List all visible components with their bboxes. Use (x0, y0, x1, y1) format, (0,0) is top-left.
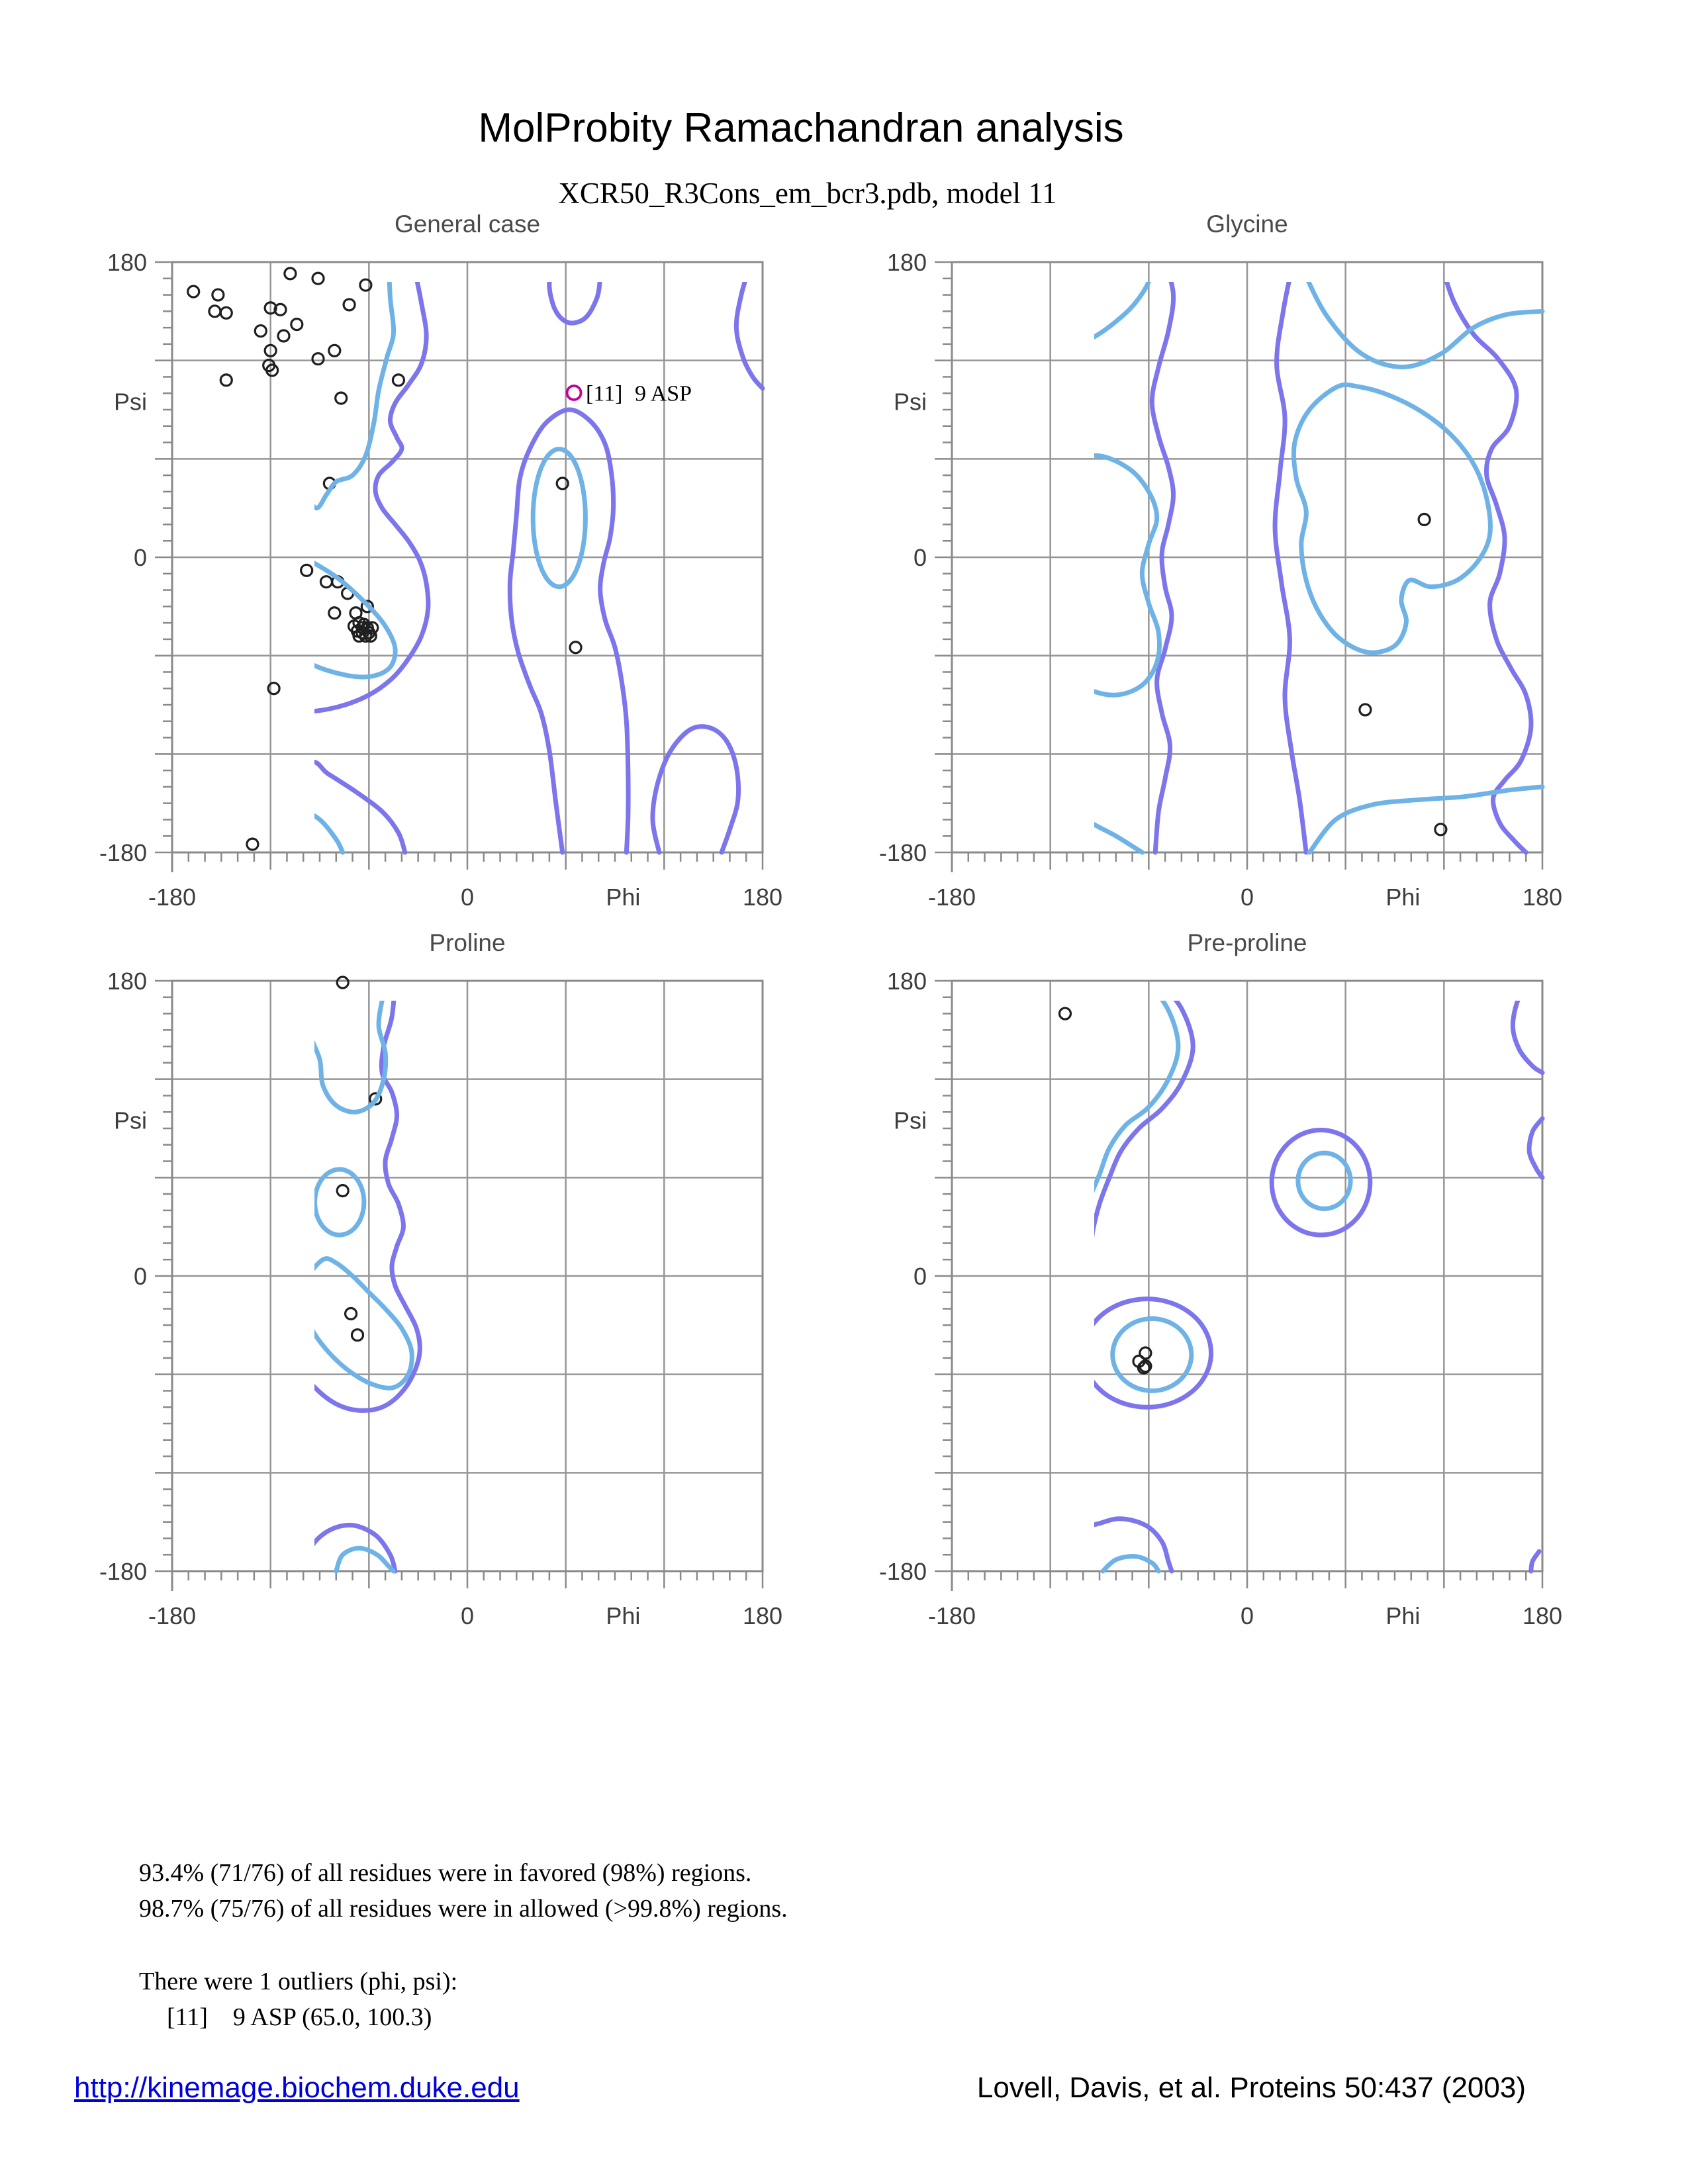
contour-allowed (510, 410, 628, 852)
contour-favored (968, 981, 1178, 1272)
residue-point (247, 839, 258, 850)
x-tick-label: -180 (148, 884, 197, 911)
grid-lines (172, 262, 763, 852)
contour-allowed (1272, 1130, 1370, 1235)
y-tick-label: 180 (886, 249, 927, 276)
page-subtitle: XCR50_R3Cons_em_bcr3.pdb, model 11 (558, 177, 1057, 210)
x-tick-label: 0 (1240, 884, 1254, 911)
x-tick-label: 180 (742, 884, 783, 911)
residue-point (312, 273, 324, 284)
contour-favored (992, 455, 1159, 695)
contour-allowed (952, 371, 1017, 480)
contour-allowed (653, 727, 739, 852)
x-tick-label: 0 (1240, 1602, 1254, 1629)
contour-favored (179, 262, 394, 508)
y-tick-label: 180 (107, 968, 147, 995)
residue-points (337, 977, 381, 1341)
stats-outlier-header: There were 1 outliers (phi, psi): (139, 1968, 458, 1995)
stats-outlier-entry: [11] 9 ASP (65.0, 100.3) (167, 2003, 432, 2031)
contour-favored (336, 1548, 394, 1571)
plot-general-case (30, 242, 792, 958)
plot-area (99, 968, 782, 1629)
axis-labels (99, 968, 782, 1629)
y-tick-label: -180 (99, 1558, 147, 1585)
y-tick-label: -180 (99, 839, 147, 866)
residue-point (278, 330, 289, 341)
contour-favored (1298, 1153, 1350, 1208)
residue-point (1360, 704, 1371, 715)
plot-area (99, 249, 782, 911)
axis-ticks (935, 262, 1542, 870)
contour-favored (315, 1169, 364, 1235)
x-tick-label: -180 (927, 884, 976, 911)
y-axis-name: Psi (113, 1107, 147, 1134)
residue-point (220, 375, 232, 386)
x-axis-name: Phi (1385, 1602, 1421, 1629)
x-tick-label: -180 (148, 1602, 197, 1629)
grid-lines (952, 262, 1542, 852)
x-axis-name: Phi (606, 1602, 641, 1629)
contour-allowed (952, 1069, 961, 1122)
y-tick-label: -180 (878, 839, 927, 866)
x-tick-label: 180 (742, 1602, 783, 1629)
ramachandran-plot-svg (30, 961, 792, 1674)
stats-allowed-line: 98.7% (75/76) of all residues were in allowed (>99.8%) regions. (139, 1895, 788, 1923)
plot-proline (30, 961, 792, 1677)
residue-point (1419, 514, 1430, 525)
residue-point (346, 1308, 357, 1319)
residue-point (344, 299, 355, 310)
residue-point (352, 1330, 363, 1341)
residue-point (312, 353, 324, 365)
plot-pre-proline (810, 961, 1572, 1677)
contour-allowed (1513, 981, 1542, 1073)
plot-title-pre-proline: Pre-proline (1187, 929, 1307, 956)
grid-lines (952, 981, 1542, 1571)
axis-labels (99, 249, 782, 911)
residue-point (291, 319, 303, 330)
contour-allowed (1531, 1551, 1539, 1571)
contour-favored (1103, 1557, 1158, 1571)
residue-point (188, 286, 199, 297)
contour-favored (1309, 787, 1542, 852)
ramachandran-plot-svg (810, 242, 1572, 955)
kinemage-link[interactable]: http://kinemage.biochem.duke.edu (74, 2071, 520, 2104)
y-tick-label: -180 (878, 1558, 927, 1585)
contour-allowed (549, 262, 602, 323)
contour-allowed (1529, 1118, 1542, 1177)
stats-favored-line: 93.4% (71/76) of all residues were in favored (98%) regions. (139, 1859, 752, 1887)
residue-point (1059, 1008, 1070, 1019)
y-tick-label: 0 (133, 1263, 147, 1290)
plot-title-glycine: Glycine (1206, 210, 1288, 238)
x-tick-label: 0 (460, 884, 475, 911)
residue-point (570, 642, 581, 653)
y-tick-label: 180 (107, 249, 147, 276)
residue-point (209, 306, 220, 317)
ramachandran-plot-svg (30, 242, 792, 955)
residue-point (255, 326, 266, 337)
contour-favored (952, 764, 1142, 852)
axis-ticks (935, 981, 1542, 1588)
outlier-point (567, 386, 581, 400)
residue-point (212, 289, 224, 300)
x-tick-label: 180 (1522, 884, 1563, 911)
y-tick-label: 0 (133, 544, 147, 571)
plot-glycine (810, 242, 1572, 958)
grid-lines (172, 981, 763, 1571)
plot-area (879, 968, 1562, 1629)
contour-favored (179, 813, 343, 852)
x-tick-label: 0 (460, 1602, 475, 1629)
y-axis-name: Psi (893, 1107, 927, 1134)
contour-allowed (952, 713, 986, 842)
x-tick-label: -180 (927, 1602, 976, 1629)
residue-points (1360, 514, 1446, 835)
axis-ticks (155, 262, 763, 870)
residue-point (393, 375, 404, 386)
residue-point (220, 307, 232, 318)
ramachandran-plot-svg (810, 961, 1572, 1674)
axis-ticks (155, 981, 763, 1588)
residue-point (336, 392, 347, 404)
y-tick-label: 0 (913, 544, 927, 571)
plot-title-proline: Proline (429, 929, 506, 956)
x-axis-name: Phi (1385, 884, 1421, 911)
contour-favored (952, 262, 1155, 349)
residue-point (285, 268, 296, 279)
outlier-label-index: [11] (586, 381, 623, 406)
residue-point (337, 1185, 348, 1197)
residue-points (188, 268, 581, 850)
y-tick-label: 180 (886, 968, 927, 995)
residue-point (337, 977, 348, 988)
contour-favored (1293, 385, 1490, 653)
y-axis-name: Psi (113, 388, 147, 416)
residue-point (320, 576, 332, 588)
contour-favored (1299, 262, 1542, 367)
residue-point (301, 565, 312, 576)
contour-favored (303, 1259, 412, 1388)
y-axis-name: Psi (893, 388, 927, 416)
contour-allowed (952, 1519, 1172, 1571)
page-title: MolProbity Ramachandran analysis (478, 105, 1124, 151)
y-tick-label: 0 (913, 1263, 927, 1290)
contour-allowed (172, 405, 187, 676)
residue-point (329, 608, 340, 619)
citation-text: Lovell, Davis, et al. Proteins 50:437 (2003) (976, 2071, 1526, 2104)
contour-favored (533, 449, 585, 587)
x-axis-name: Phi (606, 884, 641, 911)
axis-labels (879, 968, 1562, 1629)
outlier-label-residue: 9 ASP (635, 381, 692, 406)
residue-point (329, 345, 340, 356)
contour-allowed (736, 262, 763, 388)
contour-allowed (952, 981, 1193, 1289)
x-tick-label: 180 (1522, 1602, 1563, 1629)
contour-favored (1113, 1318, 1192, 1390)
contour-allowed (172, 803, 185, 852)
plot-title-general-case: General case (394, 210, 541, 238)
